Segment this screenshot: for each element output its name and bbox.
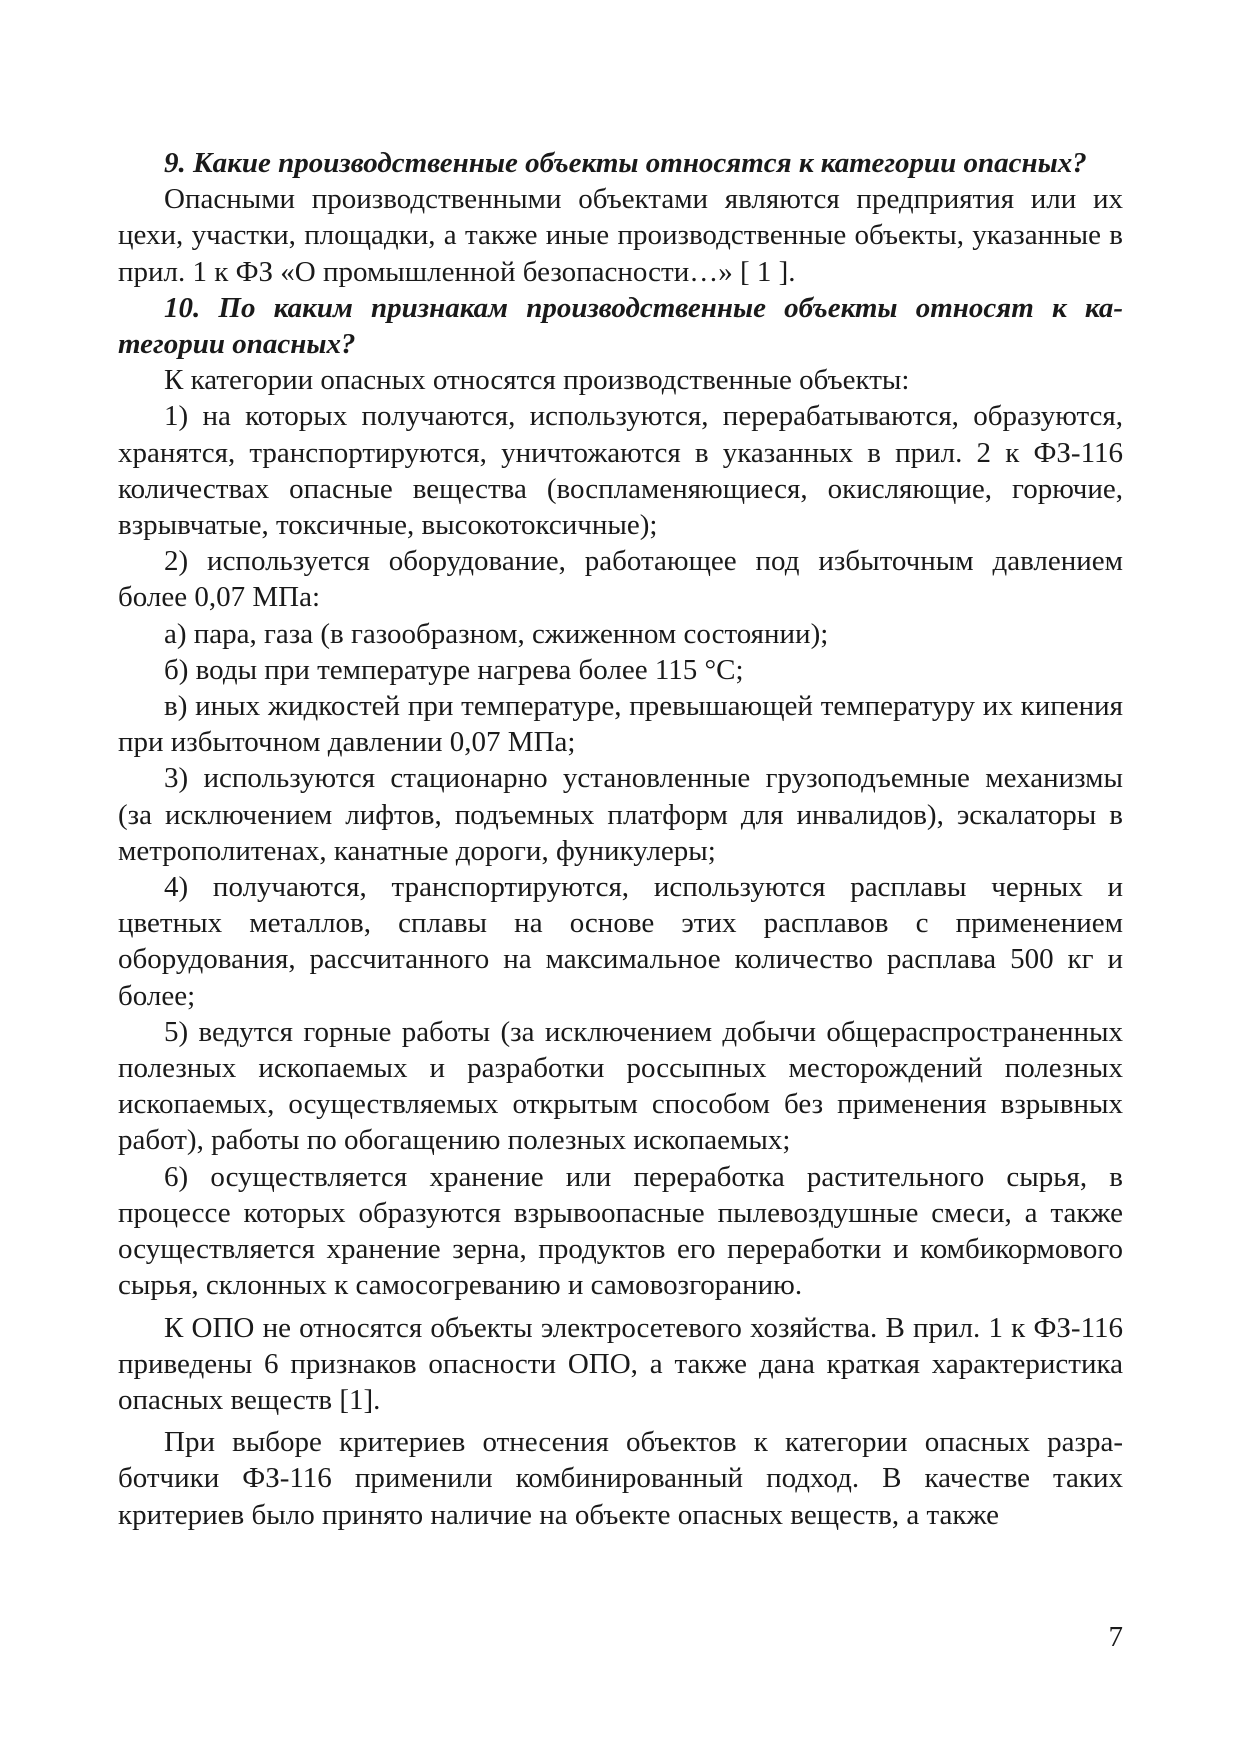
paragraph: При выборе критериев отнесения объектов к категории опасных разработчики ФЗ-116 применили комбинированный подход. В качестве таких критериев было принято наличие на объекте опасных веществ, а также [118,1426,1123,1531]
list-item: 4) получаются, транспортируются, используются расплавы черных и цветных металлов, сплавы на основе этих расплавов с применением оборудования, рассчитанного на максимальное количество расплава 500 кг и более; [118,871,1123,1012]
list-item: 1) на которых получаются, используются, перерабатываются, образуются, хранятся, транспортируются, уничтожаются в указанных в прил. 2 к ФЗ-116 количествах опасные вещества (воспламеняющиеся, окисляющие, горючие, взрывчатые, токсичные, высокотоксичные); [118,400,1123,542]
question-heading-10: 10. По каким признакам производственные объекты относят к категории опасных? [118,291,1123,361]
list-item: 3) используются стационарно установленные грузоподъемные механизмы (за исключением лифтов, подъемных платформ для инвалидов), эскалаторы в метрополитенах, канатные дороги, фуникулеры; [118,762,1123,867]
paragraph: Опасными производственными объектами являются предприятия или их цехи, участки, площадки, а также иные производственные объекты, указанные в прил. 1 к ФЗ «О промышленной безопасности…» [ 1 ]. [118,183,1123,288]
list-item: 6) осуществляется хранение или переработка растительного сырья, в процессе которых образуются взрывоопасные пылевоздушные смеси, а также осуществляется хранение зерна, продуктов его переработки и комбикормового сырья, склонных к самосогреванию и самовозгоранию. [118,1160,1123,1302]
document-page [118,145,1123,1533]
paragraph: К ОПО не относятся объекты электросетевого хозяйства. В прил. 1 к ФЗ-116 приведены 6 признаков опасности ОПО, а также дана краткая характеристика опасных веществ [1]. [118,1311,1123,1416]
sub-list-item: в) иных жидкостей при температуре, превышающей температуру их кипения при избыточном давлении 0,07 МПа; [118,690,1123,759]
question-heading-9: 9. Какие производственные объекты относятся к категории опасных? [164,147,1087,179]
sub-list-item: б) воды при температуре нагрева более 115 °С; [164,653,744,686]
list-item: 5) ведутся горные работы (за исключением добычи общераспространенных полезных ископаемых и разработки россыпных месторождений полезных ископаемых, осуществляемых открытым способом без применения взрывных работ), работы по обогащению полезных ископаемых; [118,1015,1123,1157]
page-number: 7 [1108,1621,1123,1653]
list-item: 2) используется оборудование, работающее под избыточным давлением более 0,07 МПа: [118,545,1123,614]
sub-list-item: а) пара, газа (в газообразном, сжиженном состоянии); [164,617,829,650]
paragraph: К категории опасных относятся производственные объекты: [164,364,910,397]
